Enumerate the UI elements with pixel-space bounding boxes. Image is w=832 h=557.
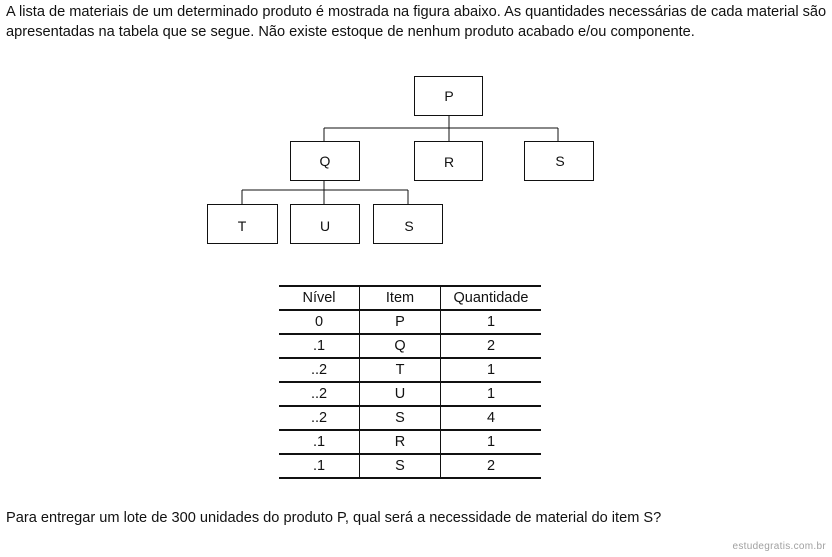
cell-quantidade: 1	[441, 310, 542, 334]
cell-item: U	[360, 382, 441, 406]
node-s-level1-label: S	[555, 153, 565, 169]
node-u-label: U	[319, 218, 331, 234]
intro-text: A lista de materiais de um determinado produto é mostrada na figura abaixo. As quantidades necessárias de cada material são apresentadas na tabela que se segue. Não existe estoque de nenhum produto acabado e/ou componente.	[6, 4, 827, 40]
cell-nivel: ..2	[279, 382, 360, 406]
cell-item: S	[360, 454, 441, 478]
cell-quantidade: 2	[441, 334, 542, 358]
table-row	[279, 406, 541, 430]
cell-item: R	[360, 430, 441, 454]
cell-nivel: .1	[279, 430, 360, 454]
node-q-label: Q	[319, 153, 331, 169]
table-row	[279, 334, 541, 358]
table-row	[279, 310, 541, 334]
watermark: estudegratis.com.br	[732, 541, 826, 552]
node-t-label: T	[237, 218, 247, 234]
table-row	[279, 382, 541, 406]
cell-item: P	[360, 310, 441, 334]
cell-item: T	[360, 358, 441, 382]
product-structure-tree	[0, 0, 832, 260]
node-r-label: R	[443, 154, 455, 170]
cell-nivel: ..2	[279, 406, 360, 430]
cell-item: S	[360, 406, 441, 430]
cell-item: Q	[360, 334, 441, 358]
cell-nivel: .1	[279, 334, 360, 358]
bill-of-materials-table	[279, 285, 541, 479]
cell-nivel: ..2	[279, 358, 360, 382]
table-row	[279, 358, 541, 382]
node-p-label: P	[444, 88, 454, 104]
table-row	[279, 454, 541, 478]
cell-quantidade: 2	[441, 454, 542, 478]
cell-quantidade: 1	[441, 358, 542, 382]
header-quantidade: Quantidade	[441, 286, 542, 310]
cell-quantidade: 4	[441, 406, 542, 430]
table-row	[279, 430, 541, 454]
table-header-row	[279, 286, 541, 310]
node-s-level2-label: S	[404, 218, 414, 234]
cell-nivel: 0	[279, 310, 360, 334]
question-text: Para entregar um lote de 300 unidades do produto P, qual será a necessidade de material do item S?	[6, 510, 662, 526]
cell-quantidade: 1	[441, 382, 542, 406]
cell-quantidade: 1	[441, 430, 542, 454]
header-nivel: Nível	[279, 286, 360, 310]
header-item: Item	[360, 286, 441, 310]
cell-nivel: .1	[279, 454, 360, 478]
